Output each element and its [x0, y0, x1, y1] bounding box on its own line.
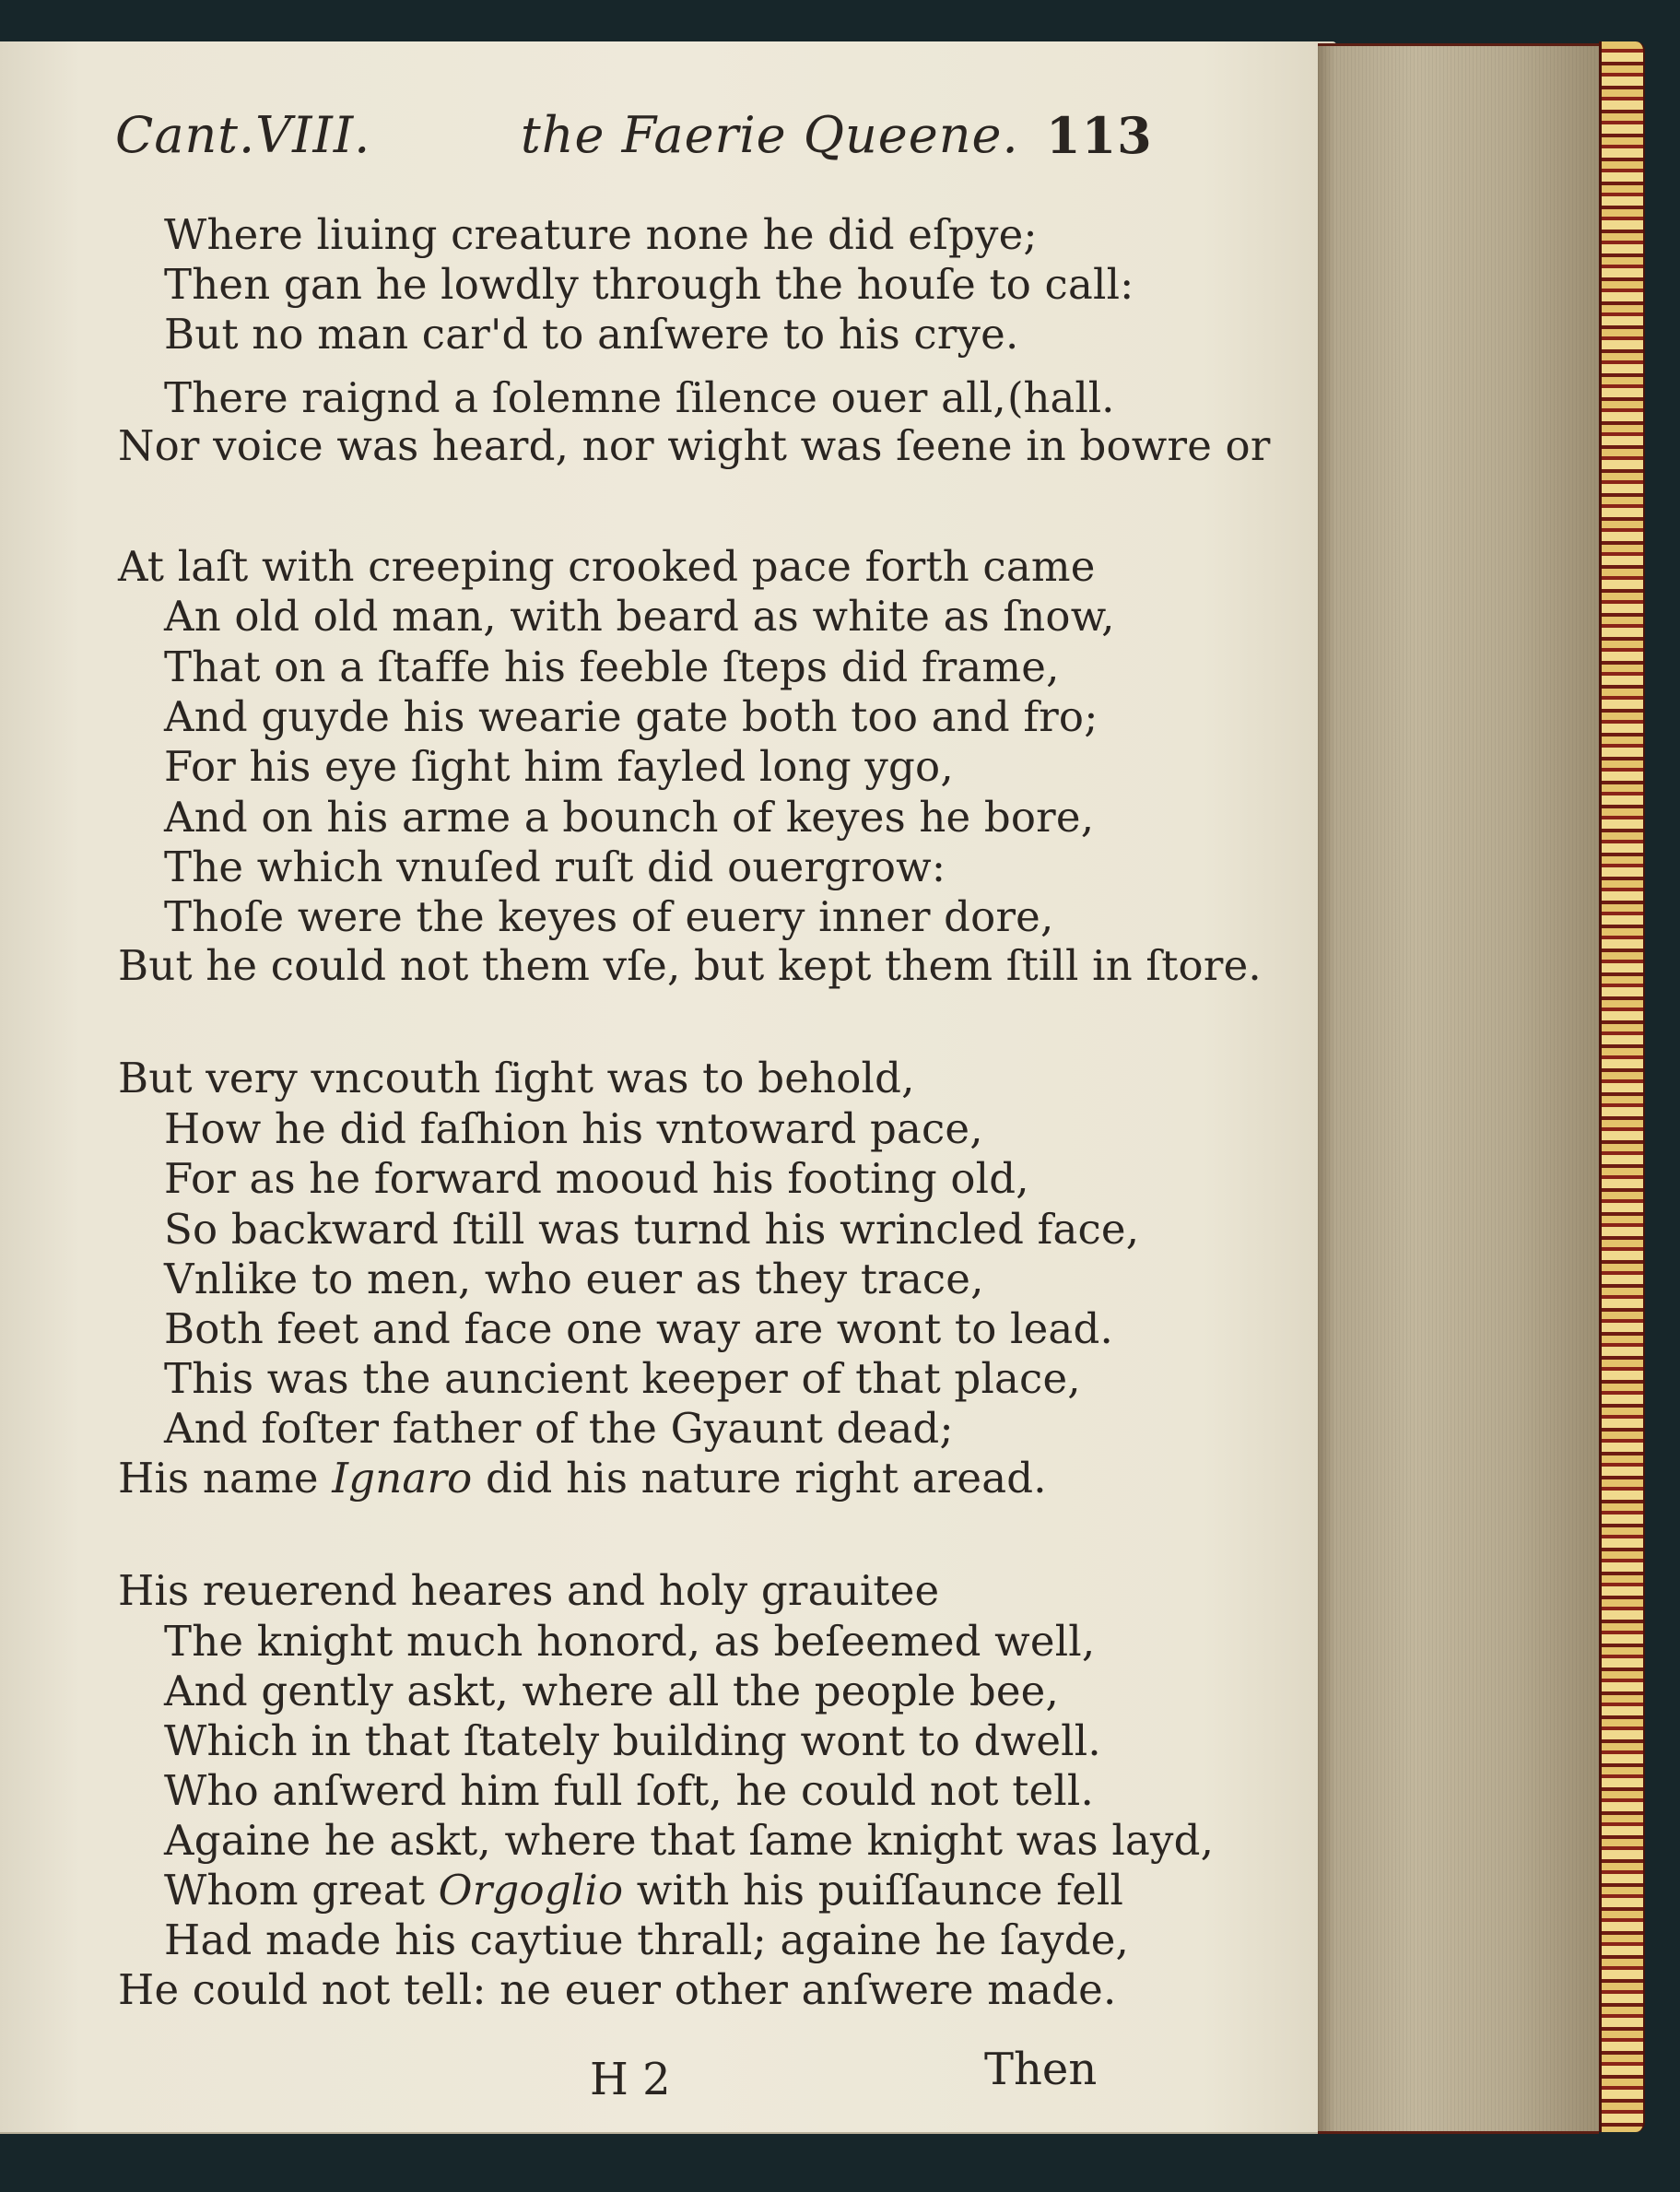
running-head-canto: Cant.VIII.	[115, 106, 371, 164]
catchword: Then	[984, 2044, 1098, 2095]
verse-line: Then gan he lowdly through the houſe to call:	[164, 260, 1134, 309]
verse-line: An old old man, with beard as white as ſnow,	[164, 592, 1115, 641]
verse-line	[164, 1866, 1123, 1915]
character-name-ignaro: Ignaro	[332, 1454, 473, 1503]
verse-line: And foſter father of the Gyaunt dead;	[164, 1404, 954, 1453]
verse-line: So backward ſtill was turnd his wrincled face,	[164, 1205, 1140, 1254]
verse-line: Who anſwerd him full ſoft, he could not tell.	[164, 1766, 1094, 1815]
verse-line: For his eye ſight him fayled long ygo,	[164, 742, 954, 791]
verse-line: This was the auncient keeper of that place,	[164, 1354, 1081, 1403]
verse-line-alexandrine: Nor voice was heard, nor wight was ſeene in bowre or	[118, 421, 1271, 470]
verse-line: The knight much honord, as beſeemed well,	[164, 1617, 1096, 1666]
verse-line: His reuerend heares and holy grauitee	[118, 1566, 940, 1615]
verse-line: Both feet and face one way are wont to lead.	[164, 1304, 1113, 1353]
verse-line: There raignd a ſolemne ſilence ouer all,	[164, 373, 1006, 422]
book	[0, 41, 1640, 2134]
gilt-binding-edge	[1599, 41, 1645, 2132]
verse-line: And gently askt, where all the people bee,	[164, 1667, 1060, 1715]
verse-line: How he did faſhion his vntoward pace,	[164, 1104, 983, 1153]
verse-line: Thoſe were the keyes of euery inner dore,	[164, 892, 1054, 941]
verse-line: And on his arme a bounch of keyes he bore,	[164, 793, 1095, 842]
verse-line-alexandrine: But he could not them vſe, but kept them ſtill in ſtore.	[118, 941, 1262, 990]
verse-line: But very vncouth ſight was to behold,	[118, 1054, 915, 1102]
verse-line: For as he forward mooud his footing old,	[164, 1154, 1029, 1203]
page-edges	[1318, 43, 1599, 2134]
verse-line: The which vnuſed ruſt did ouergrow:	[164, 843, 946, 891]
page-number: 113	[1046, 106, 1153, 165]
verse-line: That on a ſtaffe his feeble ſteps did frame,	[164, 642, 1060, 691]
verse-line-alexandrine	[118, 1454, 1047, 1503]
verse-text: His name	[118, 1454, 333, 1503]
verse-line: Had made his caytiue thrall; againe he ſayde,	[164, 1915, 1130, 1964]
verse-line: Which in that ſtately building wont to dwell.	[164, 1716, 1101, 1765]
verse-line: Vnlike to men, who euer as they trace,	[164, 1255, 984, 1303]
verse-line: But no man car'd to anſwere to his crye.	[164, 310, 1019, 359]
verse-text: did his nature right aread.	[472, 1454, 1047, 1503]
verse-line: Againe he askt, where that ſame knight was layd,	[164, 1816, 1215, 1865]
character-name-orgoglio: Orgoglio	[438, 1866, 624, 1915]
verse-turnover: (hall.	[1007, 373, 1115, 422]
verse-line: And guyde his wearie gate both too and fro;	[164, 692, 1098, 741]
signature-mark: H 2	[590, 2054, 671, 2105]
verse-line-alexandrine: He could not tell: ne euer other anſwere made.	[118, 1965, 1117, 2014]
verse-line: At laſt with creeping crooked pace forth came	[118, 542, 1096, 591]
verse-text: Whom great	[164, 1866, 439, 1915]
verse-text: with his puiſſaunce fell	[623, 1866, 1124, 1915]
running-head-title: the Faerie Queene.	[521, 106, 1019, 164]
verse-line: Where liuing creature none he did eſpye;	[164, 210, 1038, 259]
page-text	[0, 41, 1336, 2132]
